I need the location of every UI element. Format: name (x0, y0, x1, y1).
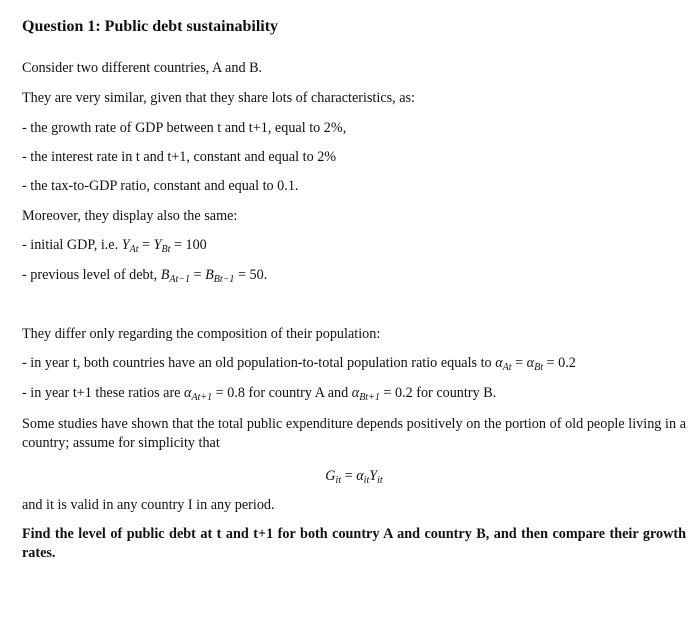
intro-text: Consider two different countries, A and B. (22, 60, 263, 76)
year-t1-formula-a: $\alpha_{At+1}$ = (184, 385, 224, 403)
question-title: Question 1: Public debt sustainability (22, 18, 279, 35)
initial-gdp-line (22, 237, 207, 254)
year-t-prefix: - in year t, both countries have an old population-to-total population ratio equals to (22, 355, 496, 371)
initial-gdp-prefix: - initial GDP, i.e. (22, 237, 122, 253)
prev-debt-prefix: - previous level of debt, (22, 267, 161, 283)
expenditure-equation: $G_{it} = \alpha_{it}Y_{it}$ (325, 468, 383, 486)
year-t1-mid: for country A and (244, 385, 352, 401)
characteristic-interest: - the interest rate in t and t+1, constant and equal to 2% (22, 149, 337, 165)
year-t-value: 0.2 (558, 355, 576, 371)
moreover-text: Moreover, they display also the same: (22, 208, 238, 224)
year-t-formula: $\alpha_{At} = \alpha_{Bt}$ = (495, 355, 555, 373)
characteristic-growth: - the growth rate of GDP between t and t+1, equal to 2%, (22, 120, 347, 136)
year-t1-value-b: 0.2 (394, 385, 413, 401)
prev-debt-line (22, 267, 267, 284)
similar-text: They are very similar, given that they share lots of characteristics, as: (22, 90, 415, 106)
year-t1-prefix: - in year t+1 these ratios are (22, 385, 185, 401)
task-paragraph: Find the level of public debt at t and t+1 for both country A and country B, and then compare their growth rates. (22, 526, 686, 561)
valid-text: and it is valid in any country I in any period. (22, 497, 275, 513)
year-t-line (22, 355, 576, 372)
year-t1-suffix: for country B. (412, 385, 497, 401)
year-t1-value-a: 0.8 (227, 385, 245, 401)
initial-gdp-value: 100 (185, 237, 207, 253)
year-t1-line (22, 385, 496, 402)
year-t1-formula-b: $\alpha_{Bt+1}$ = (351, 385, 392, 403)
initial-gdp-formula: $Y_{At} = Y_{Bt}$ = (121, 237, 182, 255)
prev-debt-formula: $B_{At-1} = B_{Bt-1}$ = (160, 267, 246, 285)
prev-debt-value: 50. (249, 267, 268, 283)
differ-text: They differ only regarding the composition of their population: (22, 326, 381, 342)
studies-paragraph: Some studies have shown that the total public expenditure depends positively on the portion of old people living in a country; assume for simplicity that (22, 416, 686, 451)
characteristic-tax: - the tax-to-GDP ratio, constant and equal to 0.1. (22, 178, 299, 194)
